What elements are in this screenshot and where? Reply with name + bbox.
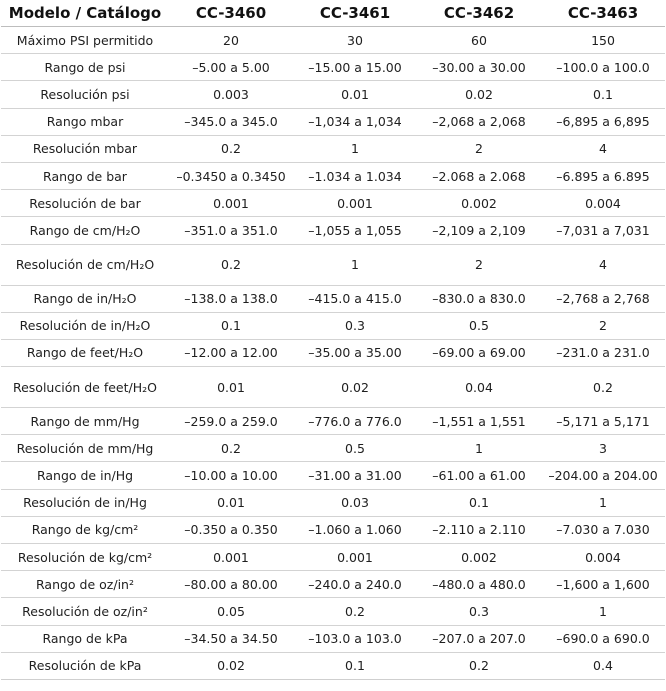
row-label: Resolución de mm/Hg <box>1 435 169 462</box>
spec-value: –2.110 a 2.110 <box>417 516 541 543</box>
spec-value: –1.060 a 1.060 <box>293 516 417 543</box>
table-row <box>1 571 665 598</box>
spec-value: –12.00 a 12.00 <box>169 339 293 366</box>
table-row <box>1 489 665 516</box>
table-row <box>1 162 665 189</box>
spec-value: 0.02 <box>417 81 541 108</box>
row-label: Resolución mbar <box>1 135 169 162</box>
spec-value: –30.00 a 30.00 <box>417 54 541 81</box>
spec-value: –1,551 a 1,551 <box>417 408 541 435</box>
row-label: Rango de bar <box>1 162 169 189</box>
spec-value: 0.1 <box>169 312 293 339</box>
row-label: Resolución de kPa <box>1 652 169 679</box>
spec-value: 0.03 <box>293 489 417 516</box>
spec-value: –6.895 a 6.895 <box>541 162 665 189</box>
table-row <box>1 462 665 489</box>
spec-value: 0.004 <box>541 544 665 571</box>
spec-value: –34.50 a 34.50 <box>169 625 293 652</box>
spec-value: 0.5 <box>417 312 541 339</box>
spec-value: 0.05 <box>169 598 293 625</box>
spec-value: –1,600 a 1,600 <box>541 571 665 598</box>
header-cell-cc3460: CC-3460 <box>169 0 293 27</box>
spec-value: –35.00 a 35.00 <box>293 339 417 366</box>
header-cell-model: Modelo / Catálogo <box>1 0 169 27</box>
spec-value: –5.00 a 5.00 <box>169 54 293 81</box>
spec-value: –415.0 a 415.0 <box>293 285 417 312</box>
spec-value: –1.034 a 1.034 <box>293 162 417 189</box>
spec-value: 0.002 <box>417 190 541 217</box>
table-row <box>1 516 665 543</box>
spec-value: 0.04 <box>417 367 541 408</box>
header-cell-cc3462: CC-3462 <box>417 0 541 27</box>
spec-value: 0.2 <box>169 244 293 285</box>
spec-value: –7.030 a 7.030 <box>541 516 665 543</box>
spec-value: 0.001 <box>169 544 293 571</box>
spec-value: 0.3 <box>417 598 541 625</box>
spec-value: –2.068 a 2.068 <box>417 162 541 189</box>
spec-value: 0.001 <box>169 190 293 217</box>
row-label: Resolución psi <box>1 81 169 108</box>
row-label: Rango de kPa <box>1 625 169 652</box>
spec-value: –7,031 a 7,031 <box>541 217 665 244</box>
spec-value: 2 <box>417 135 541 162</box>
spec-value: 3 <box>541 435 665 462</box>
table-row <box>1 312 665 339</box>
spec-value: –2,068 a 2,068 <box>417 108 541 135</box>
table-row <box>1 190 665 217</box>
table-row <box>1 544 665 571</box>
table-row <box>1 217 665 244</box>
spec-value: 0.1 <box>541 81 665 108</box>
table-row <box>1 27 665 54</box>
spec-value: –103.0 a 103.0 <box>293 625 417 652</box>
spec-value: 2 <box>541 312 665 339</box>
row-label: Resolución de oz/in² <box>1 598 169 625</box>
spec-value: 1 <box>293 135 417 162</box>
spec-value: –0.3450 a 0.3450 <box>169 162 293 189</box>
spec-value: –10.00 a 10.00 <box>169 462 293 489</box>
row-label: Máximo PSI permitido <box>1 27 169 54</box>
row-label: Resolución de feet/H₂O <box>1 367 169 408</box>
spec-value: 0.2 <box>169 435 293 462</box>
row-label: Resolución de bar <box>1 190 169 217</box>
row-label: Rango de kg/cm² <box>1 516 169 543</box>
row-label: Rango de psi <box>1 54 169 81</box>
spec-value: –2,768 a 2,768 <box>541 285 665 312</box>
row-label: Rango de mm/Hg <box>1 408 169 435</box>
spec-value: 1 <box>541 598 665 625</box>
row-label: Rango de cm/H₂O <box>1 217 169 244</box>
row-label: Rango de feet/H₂O <box>1 339 169 366</box>
spec-value: 0.02 <box>293 367 417 408</box>
table-row <box>1 435 665 462</box>
spec-value: –5,171 a 5,171 <box>541 408 665 435</box>
row-label: Resolución de kg/cm² <box>1 544 169 571</box>
spec-value: –259.0 a 259.0 <box>169 408 293 435</box>
spec-value: –138.0 a 138.0 <box>169 285 293 312</box>
spec-value: 150 <box>541 27 665 54</box>
row-label: Resolución de in/H₂O <box>1 312 169 339</box>
spec-value: 4 <box>541 135 665 162</box>
table-row <box>1 367 665 408</box>
spec-value: –0.350 a 0.350 <box>169 516 293 543</box>
header-cell-cc3463: CC-3463 <box>541 0 665 27</box>
spec-value: –231.0 a 231.0 <box>541 339 665 366</box>
table-row <box>1 408 665 435</box>
table-row <box>1 81 665 108</box>
table-row <box>1 244 665 285</box>
spec-value: 0.2 <box>541 367 665 408</box>
table-row <box>1 54 665 81</box>
spec-value: –69.00 a 69.00 <box>417 339 541 366</box>
row-label: Rango de oz/in² <box>1 571 169 598</box>
spec-value: –830.0 a 830.0 <box>417 285 541 312</box>
spec-value: 0.5 <box>293 435 417 462</box>
spec-value: 60 <box>417 27 541 54</box>
spec-value: –240.0 a 240.0 <box>293 571 417 598</box>
spec-value: –690.0 a 690.0 <box>541 625 665 652</box>
spec-value: 30 <box>293 27 417 54</box>
table-row <box>1 285 665 312</box>
row-label: Rango de in/Hg <box>1 462 169 489</box>
spec-value: 0.2 <box>169 135 293 162</box>
spec-value: 0.002 <box>417 544 541 571</box>
spec-value: –480.0 a 480.0 <box>417 571 541 598</box>
spec-value: 1 <box>293 244 417 285</box>
spec-value: 0.004 <box>541 190 665 217</box>
spec-value: –6,895 a 6,895 <box>541 108 665 135</box>
spec-value: 2 <box>417 244 541 285</box>
spec-value: –15.00 a 15.00 <box>293 54 417 81</box>
spec-value: 0.01 <box>169 367 293 408</box>
row-label: Resolución de cm/H₂O <box>1 244 169 285</box>
spec-table <box>1 0 665 680</box>
spec-value: 0.3 <box>293 312 417 339</box>
table-row <box>1 598 665 625</box>
spec-value: –776.0 a 776.0 <box>293 408 417 435</box>
row-label: Rango de in/H₂O <box>1 285 169 312</box>
spec-value: –80.00 a 80.00 <box>169 571 293 598</box>
spec-value: –1,034 a 1,034 <box>293 108 417 135</box>
table-row <box>1 108 665 135</box>
spec-value: 0.1 <box>293 652 417 679</box>
spec-value: 20 <box>169 27 293 54</box>
spec-value: –2,109 a 2,109 <box>417 217 541 244</box>
table-row <box>1 135 665 162</box>
spec-value: 4 <box>541 244 665 285</box>
spec-value: 1 <box>417 435 541 462</box>
spec-value: –351.0 a 351.0 <box>169 217 293 244</box>
spec-value: –1,055 a 1,055 <box>293 217 417 244</box>
spec-value: 0.2 <box>293 598 417 625</box>
spec-value: 0.2 <box>417 652 541 679</box>
spec-value: 0.1 <box>417 489 541 516</box>
spec-value: 0.02 <box>169 652 293 679</box>
table-row <box>1 625 665 652</box>
spec-value: 0.003 <box>169 81 293 108</box>
spec-value: –345.0 a 345.0 <box>169 108 293 135</box>
spec-value: 0.001 <box>293 544 417 571</box>
header-row <box>1 0 665 27</box>
header-cell-cc3461: CC-3461 <box>293 0 417 27</box>
spec-value: –207.0 a 207.0 <box>417 625 541 652</box>
table-row <box>1 652 665 679</box>
row-label: Resolución de in/Hg <box>1 489 169 516</box>
spec-value: –100.0 a 100.0 <box>541 54 665 81</box>
spec-value: –31.00 a 31.00 <box>293 462 417 489</box>
spec-value: 0.01 <box>293 81 417 108</box>
spec-value: 0.001 <box>293 190 417 217</box>
spec-value: 0.4 <box>541 652 665 679</box>
spec-value: 1 <box>541 489 665 516</box>
table-row <box>1 339 665 366</box>
spec-value: –204.00 a 204.00 <box>541 462 665 489</box>
spec-value: –61.00 a 61.00 <box>417 462 541 489</box>
spec-value: 0.01 <box>169 489 293 516</box>
row-label: Rango mbar <box>1 108 169 135</box>
